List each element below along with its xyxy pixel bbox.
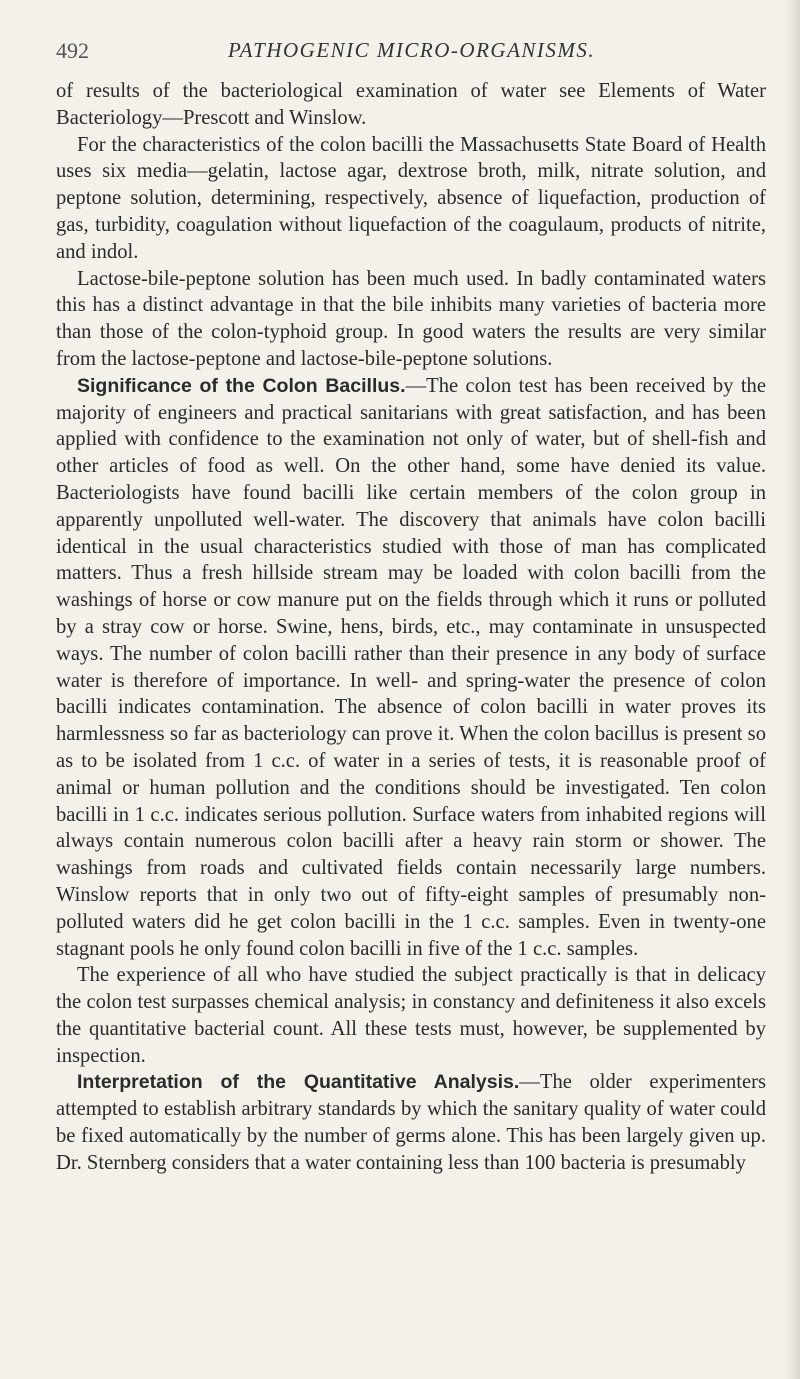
paragraph-lactose-bile — [56, 266, 766, 373]
paragraph-text: —The colon test has been received by the majority of engineers and practical sanitarians with great satisfaction, and has been applied with confidence to the examination not only of water, but of shell-fish and other articles of food as well. On the other hand, some have denied its value. Bacteriologists have found bacilli like certain members of the colon group in apparently unpolluted well-water. The discovery that animals have colon bacilli identical in the usual characteristics studied with those of man has complicated matters. Thus a fresh hillside stream may be loaded with colon bacilli from the washings of horse or cow manure put on the fields through which it runs or polluted by a stray cow or horse. Swine, hens, birds, etc., may contaminate in unsuspected ways. The number of colon bacilli rather than their presence in any body of surface water is therefore of importance. In well- and spring-water the presence of colon bacilli indicates contamination. The absence of colon bacilli in water proves its harmlessness so far as bacteriology can prove it. When the colon bacillus is present so as to be isolated from 1 c.c. of water in a series of tests, it is reasonable proof of animal or human pollution and the conditions should be investigated. Ten colon bacilli in 1 c.c. indicates serious pollution. Surface waters from inhabited regions will always contain numerous colon bacilli after a heavy rain storm or shower. The washings from roads and cultivated fields contain necessarily large numbers. Winslow reports that in only two out of fifty-eight samples of presumably non-polluted waters did he get colon bacilli in the 1 c.c. samples. Even in twenty-one stagnant pools he only found colon bacilli in five of the 1 c.c. samples. — [56, 374, 766, 960]
running-head: PATHOGENIC MICRO-ORGANISMS. — [228, 38, 596, 62]
paragraph-text: of results of the bacteriological examination of water see Elements of Water Bacteriology—Prescott and Winslow. — [56, 80, 766, 129]
paragraph-text: —The older experimenters attempted to establish arbitrary standards by which the sanitary quality of water could be fixed automatically by the number of germs alone. This has been largely given up. Dr. Sternberg considers that a water containing less than 100 bacteria is presumably — [56, 1071, 766, 1174]
section-heading: Significance of the Colon Bacillus. — [77, 374, 406, 397]
paragraph-text: Lactose-bile-peptone solution has been much used. In badly contaminated waters this has a distinct advantage in that the bile inhibits many varieties of bacteria more than those of the colon-typhoid group. In good waters the results are very similar from the lactose-peptone and lactose-bile-peptone solutions. — [56, 267, 766, 370]
paragraph-continuation — [56, 78, 766, 132]
section-heading: Interpretation of the Quantitative Analysis. — [77, 1071, 520, 1094]
body-text — [56, 78, 766, 1177]
paragraph-experience — [56, 962, 766, 1069]
paragraph-significance — [56, 373, 766, 963]
paragraph-text: For the characteristics of the colon bacilli the Massachusetts State Board of Health uses six media—gelatin, lactose agar, dextrose broth, milk, nitrate solution, and peptone solution, determining, respectively, absence of liquefaction, production of gas, turbidity, coagulation without liquefaction of the coagulaum, products of nitrite, and indol. — [56, 133, 766, 263]
page-header — [56, 38, 770, 78]
page-edge-shadow — [786, 0, 800, 1379]
paragraph-interpretation — [56, 1069, 766, 1176]
page-number: 492 — [56, 38, 89, 63]
paragraph-text: The experience of all who have studied the subject practically is that in delicacy the colon test surpasses chemical analysis; in constancy and definiteness it also excels the quantitative bacterial count. All these tests must, however, be supplemented by inspection. — [56, 964, 766, 1067]
paragraph-media — [56, 132, 766, 266]
